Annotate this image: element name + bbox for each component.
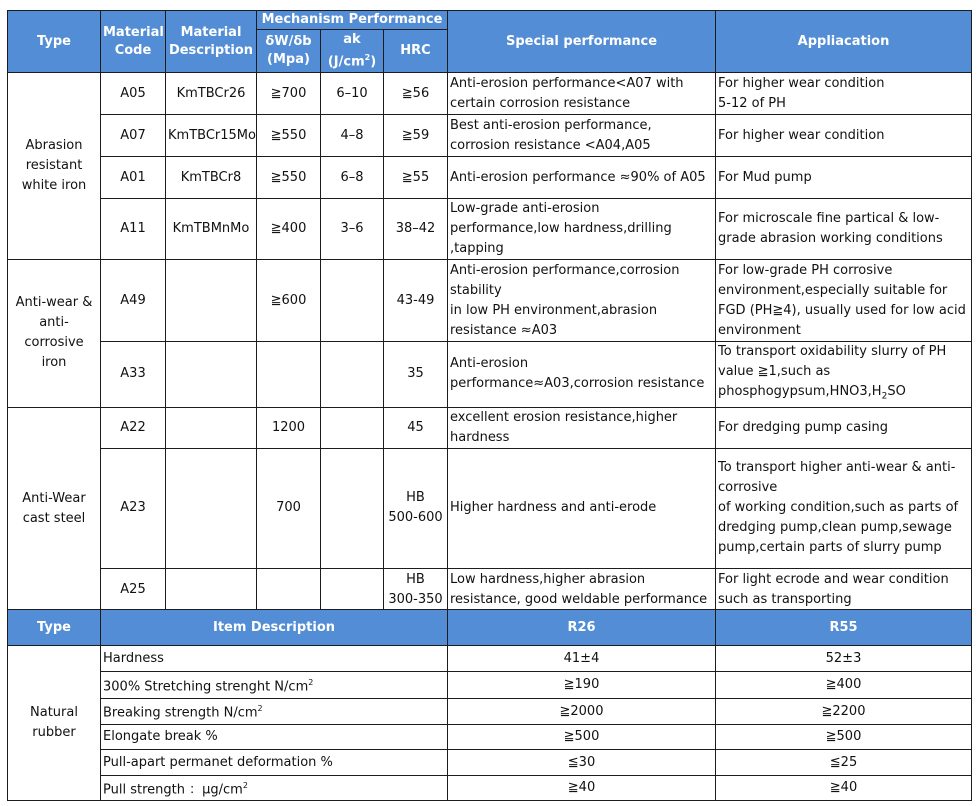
dw-value (257, 342, 321, 408)
item-label: Breaking strength N/cm (103, 705, 258, 721)
item-label: Elongate break % (103, 729, 218, 744)
application-subscript: 2 (881, 391, 888, 402)
table-row (8, 199, 972, 260)
hrc-value: HB 500-600 (384, 448, 448, 568)
item-description (101, 750, 448, 776)
r26-value: ≧500 (448, 725, 716, 750)
table-row (8, 157, 972, 199)
item-description (101, 699, 448, 725)
hrc-value: ≧59 (384, 115, 448, 157)
material-code: A49 (101, 260, 166, 342)
ak-value: 3–6 (321, 199, 384, 260)
material-desc (166, 407, 257, 448)
material-code: A22 (101, 407, 166, 448)
special-performance: Anti-erosion performance≈A03,corrosion resistance (448, 342, 716, 408)
hrc-value: ≧55 (384, 157, 448, 199)
dw-value: ≧550 (257, 157, 321, 199)
rubber-table (7, 609, 972, 801)
item-sup: 2 (308, 677, 314, 687)
header-ak-label: ak (343, 31, 361, 47)
material-code: A05 (101, 73, 166, 115)
header-r26: R26 (448, 610, 716, 646)
header-special-performance: Special performance (448, 11, 716, 73)
header-item-description: Item Description (101, 610, 448, 646)
dw-value: 700 (257, 448, 321, 568)
dw-value: 1200 (257, 407, 321, 448)
table-row (8, 699, 972, 725)
material-desc: KmTBCr8 (166, 157, 257, 199)
application: For light ecrode and wear condition such as transporting (716, 568, 972, 611)
material-desc (166, 260, 257, 342)
hrc-value: HB 300-350 (384, 568, 448, 611)
special-performance: Anti-erosion performance<A07 with certain corrosion resistance (448, 73, 716, 115)
table-row (8, 646, 972, 672)
table-row (8, 750, 972, 776)
material-code: A01 (101, 157, 166, 199)
hrc-value: 45 (384, 407, 448, 448)
r55-value: ≧2200 (716, 699, 972, 725)
application: For dredging pump casing (716, 407, 972, 448)
dw-value: ≧600 (257, 260, 321, 342)
application: For low-grade PH corrosive environment,especially suitable for FGD (PH≧4), usually used for low acid environment (716, 260, 972, 342)
dw-value: ≧700 (257, 73, 321, 115)
material-desc (166, 448, 257, 568)
header-ak (321, 30, 384, 73)
dw-value: ≧400 (257, 199, 321, 260)
item-description (101, 672, 448, 699)
application-text: To transport oxidability slurry of PH value ≧1,such as phosphogypsum,HNO3,H (718, 344, 947, 399)
r55-value: ≧40 (716, 776, 972, 801)
application (716, 342, 972, 408)
ak-value: 4–8 (321, 115, 384, 157)
table-row (8, 776, 972, 801)
header-ak-unit: (J/cm (327, 54, 365, 70)
ak-value (321, 568, 384, 611)
material-desc (166, 342, 257, 408)
header-type: Type (8, 11, 101, 73)
item-label: 300% Stretching strenght N/cm (103, 679, 309, 695)
group-label: Anti-wear & anti-corrosive iron (8, 260, 101, 408)
ak-value (321, 260, 384, 342)
r26-value: ≧190 (448, 672, 716, 699)
header-hrc: HRC (384, 30, 448, 73)
table-row (8, 73, 972, 115)
material-desc (166, 568, 257, 611)
header-ak-sup: 2 (364, 52, 371, 62)
material-code: A23 (101, 448, 166, 568)
ak-value (321, 407, 384, 448)
special-performance: Anti-erosion performance ≈90% of A05 (448, 157, 716, 199)
hrc-value: 35 (384, 342, 448, 408)
ak-value: 6–8 (321, 157, 384, 199)
application: For microscale fine partical & low-grade abrasion working conditions (716, 199, 972, 260)
table-row (8, 672, 972, 699)
table-row (8, 725, 972, 750)
header-application: Appliacation (716, 11, 972, 73)
header-ak-close: ) (370, 54, 377, 70)
ak-value: 6–10 (321, 73, 384, 115)
item-label: Hardness (103, 650, 164, 666)
header-material-description: Material Description (166, 11, 257, 73)
special-performance: Best anti-erosion performance, corrosion resistance <A04,A05 (448, 115, 716, 157)
special-performance: Higher hardness and anti-erode (448, 448, 716, 568)
header-mechanism-performance: Mechanism Performance (257, 11, 448, 30)
table-row (8, 568, 972, 611)
special-performance: Low hardness,higher abrasion resistance, good weldable performance (448, 568, 716, 611)
application-text-end: SO (887, 384, 906, 399)
material-code: A25 (101, 568, 166, 611)
table-row (8, 115, 972, 157)
r26-value: ≧2000 (448, 699, 716, 725)
material-desc: KmTBCr15Mo (166, 115, 257, 157)
special-performance: Anti-erosion performance,corrosion stability in low PH environment,abrasion resistance ≈A03 (448, 260, 716, 342)
special-performance: Low-grade anti-erosion performance,low hardness,drilling ,tapping (448, 199, 716, 260)
r55-value: ≦25 (716, 750, 972, 776)
r55-value: ≧400 (716, 672, 972, 699)
hrc-value: 43-49 (384, 260, 448, 342)
application: To transport higher anti-wear & anti-corrosive of working condition,such as parts of dredging pump,clean pump,sewage pump,certain parts of slurry pump (716, 448, 972, 568)
header-material-code: Material Code (101, 11, 166, 73)
table-row (8, 448, 972, 568)
hrc-value: ≧56 (384, 73, 448, 115)
table-row (8, 260, 972, 342)
dw-value: ≧550 (257, 115, 321, 157)
application: For higher wear condition 5-12 of PH (716, 73, 972, 115)
r26-value: ≧40 (448, 776, 716, 801)
group-label: Abrasion resistant white iron (8, 73, 101, 260)
material-desc: KmTBMnMo (166, 199, 257, 260)
r26-value: ≦30 (448, 750, 716, 776)
item-description (101, 646, 448, 672)
item-sup: 2 (242, 781, 248, 790)
header-r55: R55 (716, 610, 972, 646)
r55-value: ≧500 (716, 725, 972, 750)
item-sup: 2 (257, 704, 263, 714)
special-performance: excellent erosion resistance,higher hardness (448, 407, 716, 448)
ak-value (321, 342, 384, 408)
application: For Mud pump (716, 157, 972, 199)
r26-value: 41±4 (448, 646, 716, 672)
table-row (8, 407, 972, 448)
material-table (7, 10, 972, 612)
group-label: Anti-Wear cast steel (8, 407, 101, 611)
application: For higher wear condition (716, 115, 972, 157)
material-desc: KmTBCr26 (166, 73, 257, 115)
material-code: A33 (101, 342, 166, 408)
material-code: A11 (101, 199, 166, 260)
dw-value (257, 568, 321, 611)
header-type: Type (8, 610, 101, 646)
table-row (8, 342, 972, 408)
hrc-value: 38–42 (384, 199, 448, 260)
r55-value: 52±3 (716, 646, 972, 672)
item-label: Pull strength ：μg/cm (103, 782, 243, 798)
header-dw: δW/δb (Mpa) (257, 30, 321, 73)
ak-value (321, 448, 384, 568)
item-description (101, 776, 448, 801)
item-description (101, 725, 448, 750)
item-label: Pull-apart permanet deformation % (103, 754, 333, 770)
material-code: A07 (101, 115, 166, 157)
group-label: Natural rubber (8, 646, 101, 801)
